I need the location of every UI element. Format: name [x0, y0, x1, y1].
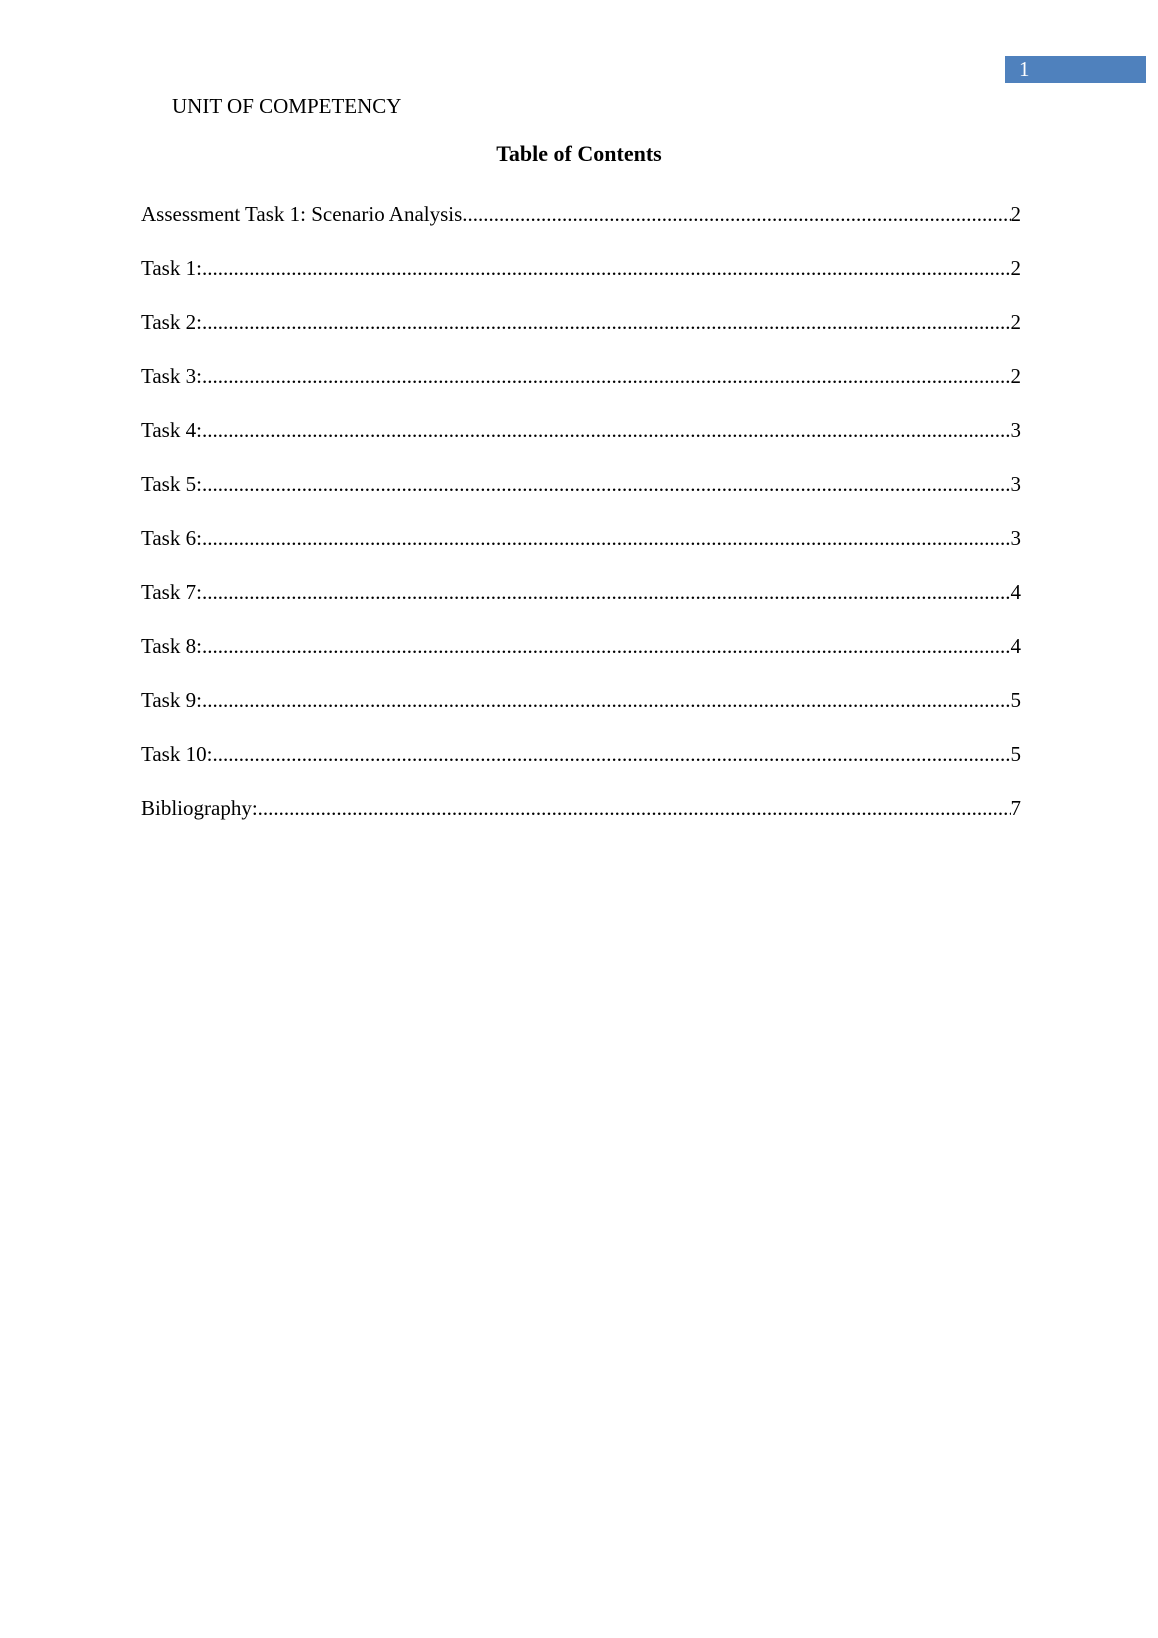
toc-entry-page: 3: [1010, 418, 1021, 442]
toc-dot-leader: [202, 578, 1011, 606]
toc-entry-label: Task 4:: [141, 418, 202, 442]
toc-entry-task-8[interactable]: [141, 632, 1021, 686]
toc-list: [141, 200, 1021, 848]
toc-entry-task-1[interactable]: [141, 254, 1021, 308]
toc-dot-leader: [202, 362, 1011, 390]
toc-entry-label: Task 2:: [141, 310, 202, 334]
toc-entry-assessment-task-1[interactable]: [141, 200, 1021, 254]
toc-entry-task-7[interactable]: [141, 578, 1021, 632]
toc-entry-label: Task 6:: [141, 526, 202, 550]
toc-entry-label: Task 3:: [141, 364, 202, 388]
toc-entry-task-4[interactable]: [141, 416, 1021, 470]
page-number-badge: 1: [1005, 56, 1146, 83]
toc-entry-page: 2: [1010, 310, 1021, 334]
toc-entry-task-2[interactable]: [141, 308, 1021, 362]
toc-entry-label: Task 10:: [141, 742, 213, 766]
toc-entry-label: Assessment Task 1: Scenario Analysis: [141, 202, 463, 226]
toc-entry-page: 2: [1010, 202, 1021, 226]
toc-dot-leader: [258, 794, 1011, 822]
toc-dot-leader: [202, 470, 1011, 498]
toc-entry-task-5[interactable]: [141, 470, 1021, 524]
toc-dot-leader: [202, 416, 1011, 444]
toc-dot-leader: [462, 200, 1010, 228]
toc-entry-page: 5: [1010, 742, 1021, 766]
toc-entry-label: Task 1:: [141, 256, 202, 280]
toc-dot-leader: [202, 254, 1011, 282]
toc-dot-leader: [202, 632, 1011, 660]
toc-dot-leader: [202, 524, 1011, 552]
toc-entry-page: 3: [1010, 526, 1021, 550]
toc-entry-task-6[interactable]: [141, 524, 1021, 578]
toc-entry-label: Task 8:: [141, 634, 202, 658]
toc-entry-label: Task 9:: [141, 688, 202, 712]
toc-entry-page: 7: [1010, 796, 1021, 820]
toc-entry-task-10[interactable]: [141, 740, 1021, 794]
toc-entry-page: 5: [1010, 688, 1021, 712]
toc-entry-page: 4: [1010, 580, 1021, 604]
toc-entry-bibliography[interactable]: [141, 794, 1021, 848]
toc-dot-leader: [202, 686, 1011, 714]
toc-entry-label: Bibliography:: [141, 796, 258, 820]
toc-entry-page: 4: [1010, 634, 1021, 658]
running-header-title: UNIT OF COMPETENCY: [172, 94, 402, 118]
toc-entry-page: 2: [1010, 364, 1021, 388]
toc-entry-task-3[interactable]: [141, 362, 1021, 416]
toc-entry-page: 3: [1010, 472, 1021, 496]
toc-entry-task-9[interactable]: [141, 686, 1021, 740]
toc-entry-label: Task 7:: [141, 580, 202, 604]
toc-entry-page: 2: [1010, 256, 1021, 280]
toc-dot-leader: [212, 740, 1010, 768]
toc-dot-leader: [202, 308, 1011, 336]
toc-entry-label: Task 5:: [141, 472, 202, 496]
toc-heading: Table of Contents: [496, 141, 662, 166]
